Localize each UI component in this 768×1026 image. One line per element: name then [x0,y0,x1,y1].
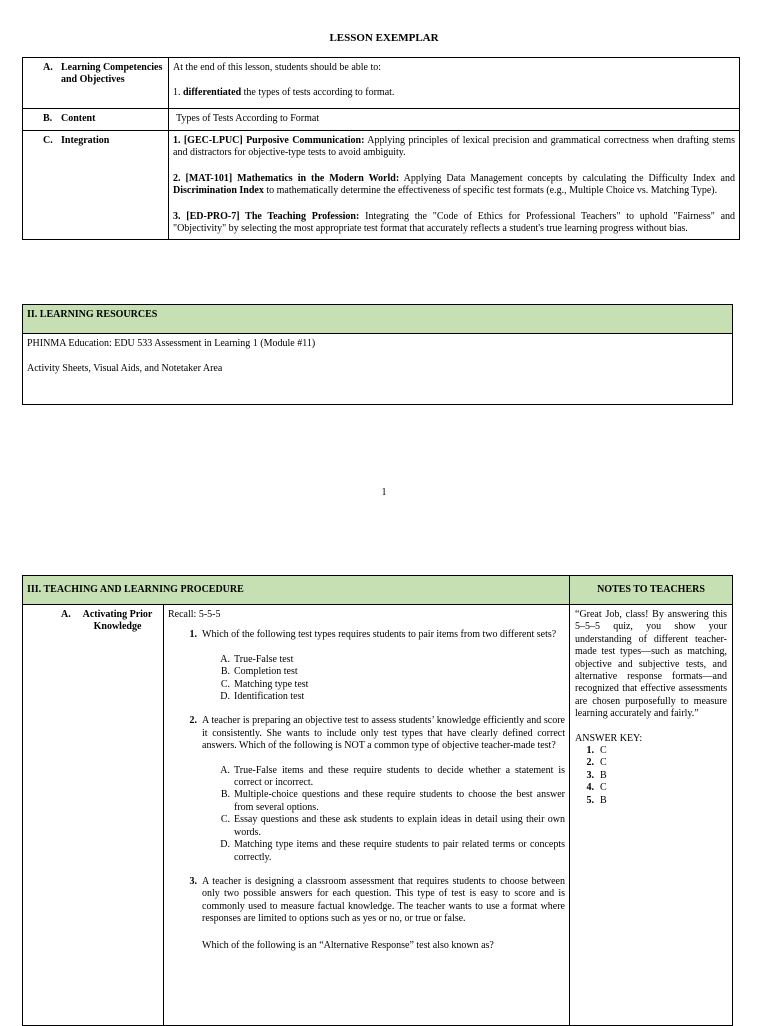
objectives-value-cell [169,58,740,109]
objectives-letter: A. [43,62,53,73]
activity-label: Activating Prior Knowledge [82,609,153,633]
procedure-table [22,575,733,1026]
question-item [168,715,565,863]
content-label-cell [23,109,169,131]
question-number: 1. [189,629,197,641]
option-letter: C. [220,814,230,826]
resource-item: PHINMA Education: EDU 533 Assessment in Learning 1 (Module #11) [27,338,316,349]
resource-item: Activity Sheets, Visual Aids, and Notetaker Area [27,363,223,375]
activity-label-cell [23,605,164,1026]
option-item [202,691,565,703]
integration-item-text: Integrating the "Code of Ethics for Professional Teachers" to uphold "Fairness" and "Objectivity" by selecting the most appropriate test format that accurately reflects a student's true learning progress without bias. [173,210,736,235]
answer-value: C [600,745,607,757]
option-item [202,654,565,666]
content-label: Content [61,113,96,124]
option-letter: A. [220,764,230,776]
answer-value: B [600,794,607,806]
objective-item-verb: differentiated [183,87,242,99]
integration-item-title: 1. [GEC-LPUC] Purposive Communication: [173,135,365,146]
question-text: A teacher is preparing an objective test to assess students’ knowledge efficiently and score it consistently. She wants to include only test types that have clearly defined correct answers. Which of the following is NOT a common type of objective teacher-made test? [202,715,565,752]
answer-key-item [575,770,727,782]
option-list [202,654,565,704]
answer-number: 4. [586,782,594,794]
objectives-label-cell [23,58,169,109]
option-text: Identification test [234,691,305,703]
integration-label: Integration [61,135,110,146]
answer-key-item [575,782,727,794]
learning-resources-table [22,304,733,405]
recall-title: Recall: 5-5-5 [168,609,221,620]
objective-item-number: 1. [173,87,181,99]
notes-heading: NOTES TO TEACHERS [570,576,733,605]
content-value: Types of Tests According to Format [176,113,320,124]
option-letter: D. [220,691,230,703]
activity-content-cell [164,605,570,1026]
question-item [168,876,565,926]
learning-resources-heading: II. LEARNING RESOURCES [23,305,733,334]
question-followup: Which of the following is an “Alternative Response” test also known as? [202,939,494,951]
question-text: A teacher is designing a classroom assessment that requires students to choose between only two possible answers for each question. This type of test is easy to score and is commonly used to measure factual knowledge. The teacher wants to use a format where responses are limited to options such as yes or no, or true or false. [202,875,565,925]
objectives-table [22,57,740,240]
option-item [202,839,565,864]
objective-item-text: the types of tests according to format. [243,87,395,99]
objective-item [173,87,735,99]
answer-key-item [575,757,727,769]
option-letter: B. [220,666,230,678]
document-title: LESSON EXEMPLAR [329,32,439,44]
procedure-heading: III. TEACHING AND LEARNING PROCEDURE [23,576,570,605]
integration-label-cell [23,131,169,240]
answer-number: 1. [586,745,594,757]
learning-resources-cell [23,334,733,405]
question-number: 3. [189,875,197,887]
content-letter: B. [43,113,53,124]
integration-item-title: 2. [MAT-101] Mathematics in the Modern World: [173,172,400,184]
question-text: Which of the following test types requires students to pair items from two different sets? [202,629,557,641]
integration-item-text: Applying Data Management concepts by calculating the Difficulty Index and [403,172,735,184]
option-item [202,814,565,839]
content-value-cell [169,109,740,131]
option-letter: D. [220,839,230,851]
question-number: 2. [189,715,197,727]
answer-value: C [600,782,607,794]
objectives-intro: At the end of this lesson, students should be able to: [173,62,382,73]
notes-cell [570,605,733,1026]
integration-item [173,211,735,236]
objectives-label: Learning Competencies and Objectives [61,62,163,86]
option-text: Multiple-choice questions and these require students to choose the best answer from several options. [234,789,565,813]
option-text: True-False items and these require students to decide whether a statement is correct or incorrect. [234,764,565,789]
option-list [202,765,565,864]
integration-item-text: Applying principles of lexical precision and grammatical correctness when drafting stems and distractors for objective-type tests to avoid ambiguity. [173,135,735,159]
option-text: Essay questions and these ask students to explain ideas in detail using their own words. [234,814,565,838]
answer-value: B [600,769,607,781]
page-number: 1 [381,487,387,498]
option-text: Completion test [234,666,298,678]
option-text: Matching type items and these require students to pair related terms or concepts correctly. [234,839,565,863]
option-item [202,666,565,678]
integration-value-cell [169,131,740,240]
option-item [202,679,565,691]
answer-key-item [575,745,727,757]
answer-number: 2. [586,757,594,769]
option-item [202,765,565,790]
option-text: True-False test [234,653,294,665]
answer-number: 5. [586,794,594,806]
activity-letter: A. [61,609,71,620]
answer-value: C [600,757,607,769]
option-letter: C. [220,678,230,690]
notes-text: “Great Job, class! By answering this 5–5–5 quiz, you show your understanding of different teacher-made test types—such as matching, objective and subjective tests, and alternative response formats—and recognized that effective assessments are chosen purposefully to measure learning accurately and fairly.” [575,609,727,720]
option-text: Matching type test [234,678,309,690]
integration-letter: C. [43,135,53,146]
integration-item [173,173,735,198]
option-letter: B. [220,789,230,801]
answer-number: 3. [586,769,594,781]
integration-item-title: 3. [ED-PRO-7] The Teaching Profession: [173,210,360,222]
integration-item-bold-term: Discrimination Index [173,185,264,197]
question-item [168,629,565,703]
answer-key-item [575,795,727,807]
option-item [202,789,565,814]
integration-item [173,135,735,160]
option-letter: A. [220,653,230,665]
integration-item-text: to mathematically determine the effectiveness of specific test formats (e.g., Multiple Choice vs. Matching Type). [266,185,718,197]
answer-key-label: ANSWER KEY: [575,732,643,744]
